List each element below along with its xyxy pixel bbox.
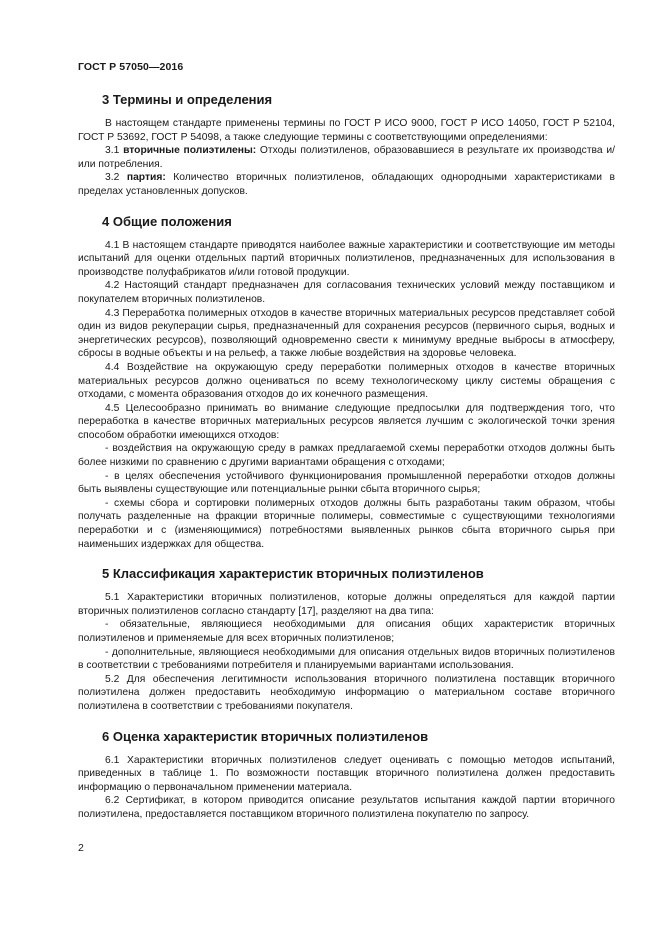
paragraph: 5.1 Характеристики вторичных полиэтиленов, которые должны определяться для каждой партии вторичных полиэтиленов согласно стандарту [17], разделяют на два типа: [78, 592, 615, 617]
list-item: - в целях обеспечения устойчивого функционирования промышленной переработки отходов должны быть выявлены существующие или потенциальные рынки сбыта вторичного сырья; [78, 470, 615, 496]
section-title: 5 Классификация характеристик вторичных полиэтиленов [102, 566, 484, 582]
paragraph: 4.1 В настоящем стандарте приводятся наиболее важные характеристики и соответствующие им методы испытаний для оценки отдельных партий вторичных полиэтиленов, предназначенных для использования в производстве полуфабрикатов и/или готовой продукции. [78, 239, 615, 278]
term-definition [78, 171, 615, 198]
paragraph: 6.1 Характеристики вторичных полиэтиленов следует оценивать с помощью методов испытаний, приведенных в таблице 1. По возможности поставщик вторичного полиэтилена должен предоставить информацию о первоначальном применении материала. [78, 754, 615, 793]
section-5 [78, 565, 615, 713]
section-6 [78, 728, 615, 822]
section-4 [78, 213, 615, 552]
paragraph: 4.4 Воздействие на окружающую среду переработки полимерных отходов в качестве вторичных материальных ресурсов должно оцениваться по всему технологическому циклу системы обращения с отходами, с момента образования отходов до их конечного размещения. [78, 361, 615, 401]
section-title: 4 Общие положения [102, 213, 232, 229]
term-definition [78, 144, 615, 171]
document-header: ГОСТ Р 57050—2016 [78, 61, 184, 73]
paragraph: В настоящем стандарте применены термины по ГОСТ Р ИСО 9000, ГОСТ Р ИСО 14050, ГОСТ Р 52104, ГОСТ Р 53692, ГОСТ Р 54098, а также следующие термины с соответствующими определениями: [78, 118, 615, 143]
paragraph: 4.5 Целесообразно принимать во внимание следующие предпосылки для подтверждения того, что переработка в качестве вторичных материальных ресурсов является лучшим с экологической точки зрения способом обработки имеющихся отходов: [78, 402, 615, 441]
paragraph: 5.2 Для обеспечения легитимности использования вторичного полиэтилена поставщик вторичного полиэтилена должен предоставить необходимую информацию о материальном составе вторичного полиэтилена в соответствии с требованиями покупателя. [78, 673, 615, 712]
section-title: 3 Термины и определения [102, 92, 273, 107]
term-number: 3.1 [105, 145, 124, 157]
section-title: 6 Оценка характеристик вторичных полиэтиленов [102, 728, 429, 744]
term-name: вторичные полиэтилены: [123, 145, 257, 157]
list-item: - схемы сбора и сортировки полимерных отходов должны быть разработаны таким образом, чтобы получать разделенные на фракции вторичные полимеры, совместимые с существующими технологиями переработки и с (изменяющимися) потребностями выявленных рынков сбыта вторичного сырья при наименьших издержках для общества. [78, 497, 615, 550]
section-3 [78, 91, 615, 199]
page-number: 2 [78, 842, 84, 854]
term-text: Отходы полиэтиленов, образовавшиеся в результате их производства и/или потребления. [78, 145, 615, 170]
term-name: партия: [126, 172, 166, 184]
paragraph: 4.2 Настоящий стандарт предназначен для согласования технических условий между поставщиком и покупателем вторичных полиэтиленов. [78, 280, 615, 305]
term-text: Количество вторичных полиэтиленов, обладающих однородными характеристиками в пределах установленных допусков. [78, 172, 615, 197]
document-body [78, 91, 615, 836]
list-item: - обязательные, являющиеся необходимыми для описания общих характеристик вторичных полиэтиленов и применяемые для всех вторичных полиэтиленов; [78, 619, 615, 644]
paragraph: 6.2 Сертификат, в котором приводится описание результатов испытания каждой партии вторичного полиэтилена, предоставляется поставщиком вторичного полиэтилена покупателю по запросу. [78, 795, 615, 820]
list-item: - дополнительные, являющиеся необходимыми для описания отдельных видов вторичных полиэтиленов в соответствии с требованиями потребителя и планируемыми вариантами использования. [78, 646, 615, 672]
paragraph: 4.3 Переработка полимерных отходов в качестве вторичных материальных ресурсов представляет собой один из видов рекуперации сырья, предназначенный для сохранения ресурсов (первичного сырья, водных и энергетических ресурсов), позволяющий одновременно свести к минимуму вредные выбросы в атмосферу, сбросы в водные объекты и на рельеф, а также любые воздействия на здоровье человека. [78, 307, 615, 360]
term-number: 3.2 [105, 172, 127, 184]
list-item: - воздействия на окружающую среду в рамках предлагаемой схемы переработки отходов должны быть более низкими по сравнению с другими вариантами обращения с отходами; [78, 443, 615, 469]
